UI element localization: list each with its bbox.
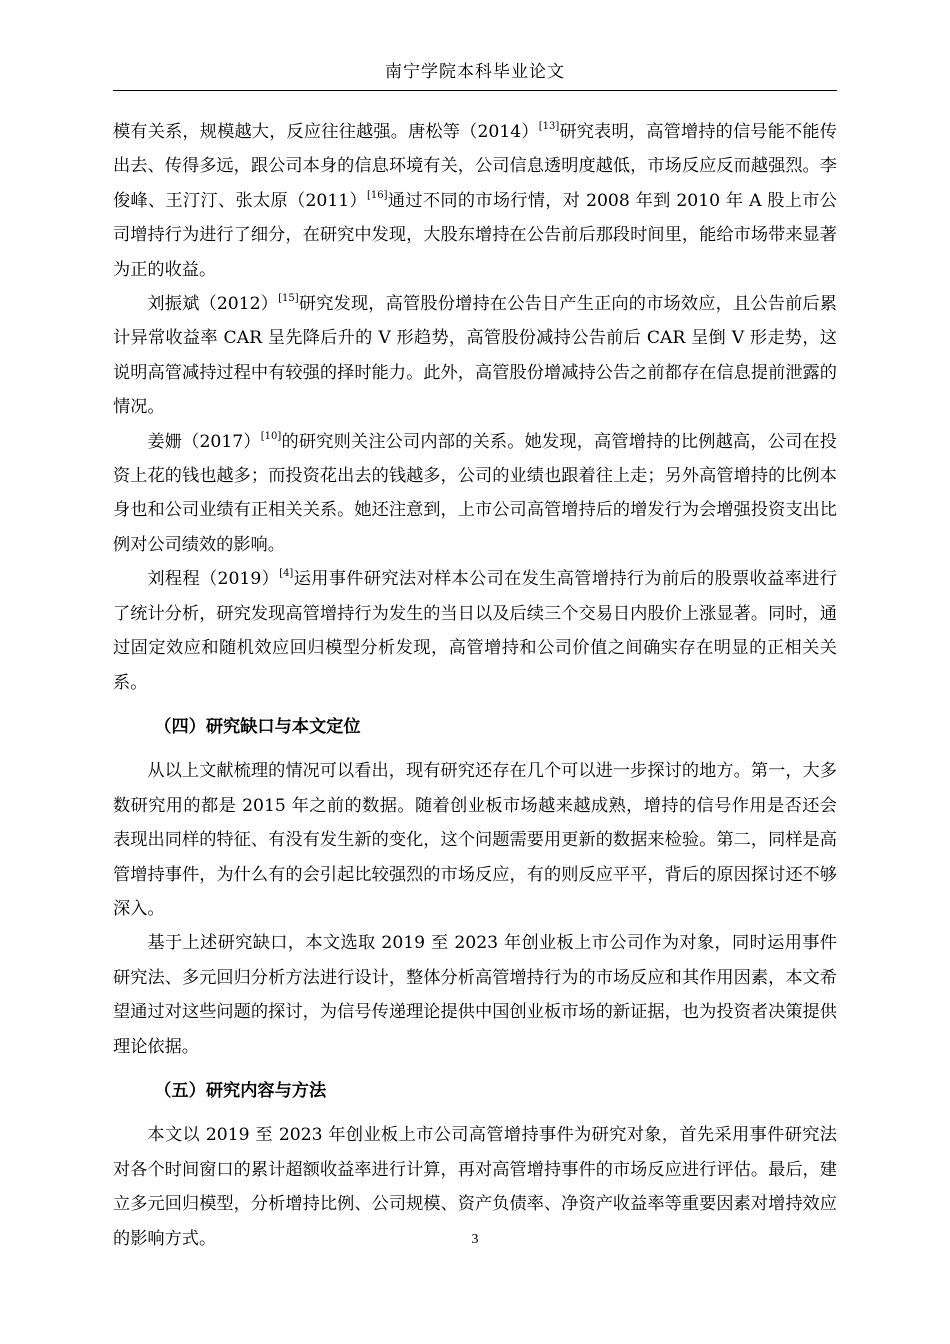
paragraph-1: 模有关系，规模越大，反应往往越强。唐松等（2014）[13]研究表明，高管增持的信号能不能传出去、传得多远，跟公司本身的信息环境有关，公司信息透明度越低，市场反应反而越强烈。李俊峰、王汀汀、张太原（2011）[16]通过不同的市场行情，对 2008 年到 2010 年 A 股上市公司增持行为进行了细分，在研究中发现，大股东增持在公告前后那段时间里，能给市场带来显著为正的收益。 <box>113 121 837 280</box>
header-rule <box>113 90 837 91</box>
citation-13: [13] <box>538 121 560 132</box>
paragraph-2: 刘振斌（2012）[15]研究发现，高管股份增持在公告日产生正向的市场效应，且公告前后累计异常收益率 CAR 呈先降后升的 V 形趋势，高管股份减持公告前后 CAR 呈倒 V 形走势，这说明高管减持过程中有较强的择时能力。此外，高管股份增减持公告之前都存在信息提前泄露的情况。 <box>113 293 837 418</box>
citation-4: [4] <box>279 568 294 580</box>
page-number: 3 <box>471 1232 479 1247</box>
section-heading-5: （五）研究内容与方法 <box>154 1080 327 1101</box>
paragraph-5: 从以上文献梳理的情况可以看出，现有研究还存在几个可以进一步探讨的地方。第一，大多数研究用的都是 2015 年之前的数据。随着创业板市场越来越成熟，增持的信号作用是否还会表现出同样的特征、有没有发生新的变化，这个问题需要用更新的数据来检验。第二，同样是高管增持事件，为什么有的会引起比较强烈的市场反应，有的则反应平平，背后的原因探讨还不够深入。 <box>113 761 837 919</box>
citation-10: [10] <box>260 430 282 442</box>
section-heading-4: （四）研究缺口与本文定位 <box>154 716 361 737</box>
running-header: 南宁学院本科毕业论文 <box>385 62 565 82</box>
citation-15: [15] <box>278 293 299 305</box>
citation-16: [16] <box>367 189 388 201</box>
paragraph-3: 姜姗（2017）[10]的研究则关注公司内部的关系。她发现，高管增持的比例越高，公司在投资上花的钱也越多；而投资花出去的钱越多，公司的业绩也跟着往上走；另外高管增持的比例本身也和公司业绩有正相关关系。她还注意到，上市公司高管增持后的增发行为会增强投资支出比例对公司绩效的影响。 <box>113 430 837 555</box>
body-text <box>113 115 837 1256</box>
paragraph-6: 基于上述研究缺口，本文选取 2019 至 2023 年创业板上市公司作为对象，同时运用事件研究法、多元回归分析方法进行设计，整体分析高管增持行为的市场反应和其作用因素，本文希望通过对这些问题的探讨，为信号传递理论提供中国创业板市场的新证据，也为投资者决策提供理论依据。 <box>113 933 837 1057</box>
paragraph-4: 刘程程（2019）[4]运用事件研究法对样本公司在发生高管增持行为前后的股票收益率进行了统计分析，研究发现高管增持行为发生的当日以及后续三个交易日内股价上涨显著。同时，通过固定效应和随机效应回归模型分析发现，高管增持和公司价值之间确实存在明显的正相关关系。 <box>113 568 837 693</box>
paragraph-7: 本文以 2019 至 2023 年创业板上市公司高管增持事件为研究对象，首先采用事件研究法对各个时间窗口的累计超额收益率进行计算，再对高管增持事件的市场反应进行评估。最后，建立多元回归模型，分析增持比例、公司规模、资产负债率、净资产收益率等重要因素对增持效应的影响方式。 <box>113 1125 837 1249</box>
